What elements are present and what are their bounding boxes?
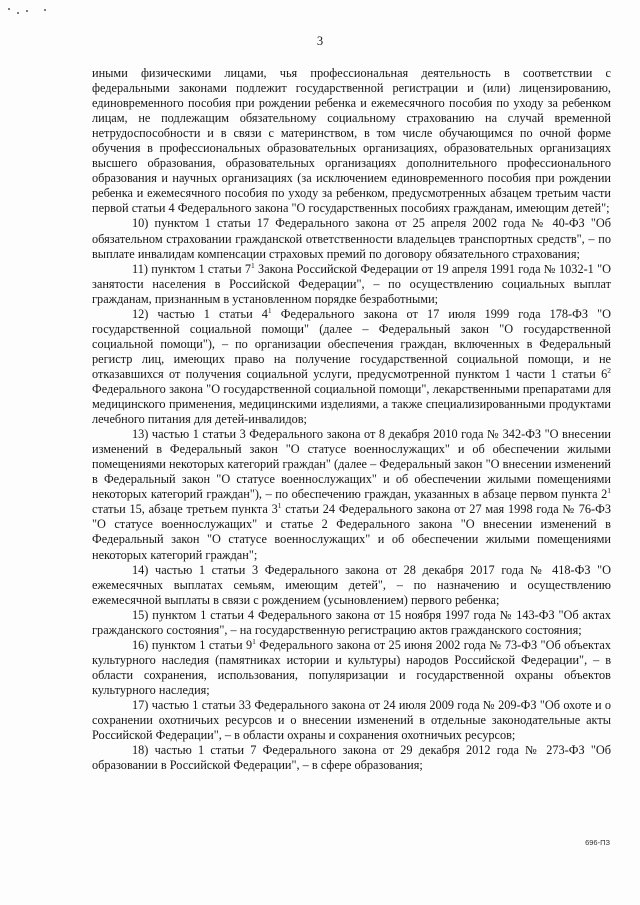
- paragraph-text: статьи 15, абзаце третьем пункта 3: [92, 502, 278, 517]
- paragraph-text: Федерального закона от 25 июня 2002 года № 73-ФЗ "Об объектах культурного наследия (памятниках истории и культуры) народов Российской Федерации", – в области сохранения, использования, популяризации и государственной охраны объектов культурного наследия;: [92, 637, 611, 697]
- paragraph: [92, 698, 611, 743]
- paragraph: [92, 216, 611, 261]
- paragraph-text: 13) частью 1 статьи 3 Федерального закона от 8 декабря 2010 года № 342-ФЗ "О внесении изменений в Федеральный закон "О статусе военнослужащих" и об обеспечении жилыми помещениями некоторых категорий граждан" (далее – Федеральный закон "О внесении изменений в Федеральный закон "О статусе военнослужащих" и об обеспечении жилыми помещениями некоторых категорий граждан"), – по обеспечению граждан, указанных в абзаце первом пункта 2: [92, 427, 611, 502]
- scan-speck: [17, 12, 19, 14]
- paragraph-text: Закона Российской Федерации от 19 апреля 1991 года № 1032-1 "О занятости населения в Российской Федерации", – по осуществлению социальных выплат гражданам, признанным в установленном порядке безработными;: [92, 261, 612, 306]
- paragraph-text: 14) частью 1 статьи 3 Федерального закона от 28 декабря 2017 года № 418-ФЗ "О ежемесячных выплатах семьям, имеющим детей", – по назначению и осуществлению ежемесячной выплаты в связи с рождением (усыновлением) первого ребенка;: [92, 562, 611, 607]
- document-code: 696-ПЗ: [585, 838, 610, 847]
- paragraph-text: 16) пунктом 1 статьи 9: [132, 637, 253, 652]
- superscript: 1: [607, 486, 611, 496]
- paragraph-text: 18) частью 1 статьи 7 Федерального закона от 29 декабря 2012 года № 273-ФЗ "Об образовании в Российской Федерации", – в сфере образования;: [92, 743, 611, 773]
- superscript: 1: [267, 305, 272, 315]
- superscript: 1: [277, 501, 282, 511]
- paragraph-text: Федерального закона от 17 июля 1999 года 178-ФЗ "О государственной социальной помощи" (далее – Федеральный закон "О государственной социальной помощи"), – по организации обеспечения граждан, включенных в Федеральный регистр лиц, имеющих право на получение государственной социальной помощи, и не отказавшихся от получения социальной услуги, предусмотренной пунктом 1 части 1 статьи 6: [92, 306, 611, 381]
- superscript: 1: [251, 260, 255, 270]
- paragraph-text: 10) пунктом 1 статьи 17 Федерального закона от 25 апреля 2002 года № 40-ФЗ "Об обязательном страховании гражданской ответственности владельцев транспортных средств", – по выплате инвалидам компенсации страховых премий по договору обязательного страхования;: [92, 216, 611, 261]
- scan-speck: [26, 10, 28, 12]
- paragraph: [92, 427, 611, 562]
- scan-speck: [44, 9, 46, 11]
- paragraph-text: Федерального закона "О государственной социальной помощи", лекарственными препаратами для медицинского применения, медицинскими изделиями, а также специализированными продуктами лечебного питания для детей-инвалидов;: [92, 381, 611, 427]
- paragraph-text: 11) пунктом 1 статьи 7: [132, 261, 252, 276]
- paragraph-text: 15) пунктом 1 статьи 4 Федерального закона от 15 ноября 1997 года № 143-ФЗ "Об актах гражданского состояния", – на государственную регистрацию актов гражданского состояния;: [92, 607, 611, 637]
- paragraph: [92, 608, 611, 638]
- superscript: 1: [252, 636, 256, 646]
- paragraph: [92, 743, 611, 773]
- superscript: 2: [607, 365, 611, 375]
- paragraph: [92, 66, 611, 216]
- paragraph: [92, 638, 611, 698]
- scan-speck: [8, 8, 10, 10]
- page-number: 3: [316, 34, 324, 48]
- paragraph-text: иными физическими лицами, чья профессиональная деятельность в соответствии с федеральными законами подлежит государственной регистрации и (или) лицензированию, единовременного пособия при рождении ребенка и ежемесячного пособия по уходу за ребенком лицам, не подлежащим обязательному социальному страхованию на случай временной нетрудоспособности и в связи с материнством, в том числе обучающимся по очной форме обучения в профессиональных образовательных организациях, образовательных организациях высшего образования, образовательных организациях дополнительного профессионального образования и научных организациях (за исключением единовременного пособия при рождении ребенка и ежемесячного пособия по уходу за ребенком, предусмотренных абзацем третьим части первой статьи 4 Федерального закона "О государственных пособиях гражданам, имеющим детей";: [92, 66, 611, 216]
- paragraph: [92, 262, 611, 307]
- paragraph-text: 17) частью 1 статьи 33 Федерального закона от 24 июля 2009 года № 209-ФЗ "Об охоте и о сохранении охотничьих ресурсов и о внесении изменений в отдельные законодательные акты Российской Федерации", – в области охраны и сохранения охотничьих ресурсов;: [92, 697, 611, 743]
- paragraph: [92, 307, 611, 427]
- document-body: [92, 66, 611, 773]
- paragraph-text: статьи 24 Федерального закона от 27 мая 1998 года № 76-ФЗ "О статусе военнослужащих" и статье 2 Федерального закона "О внесении изменений в Федеральный закон "О статусе военнослужащих" и об обеспечении жилыми помещениями некоторых категорий граждан";: [92, 502, 611, 562]
- paragraph: [92, 563, 611, 608]
- paragraph-text: 12) частью 1 статьи 4: [132, 306, 268, 321]
